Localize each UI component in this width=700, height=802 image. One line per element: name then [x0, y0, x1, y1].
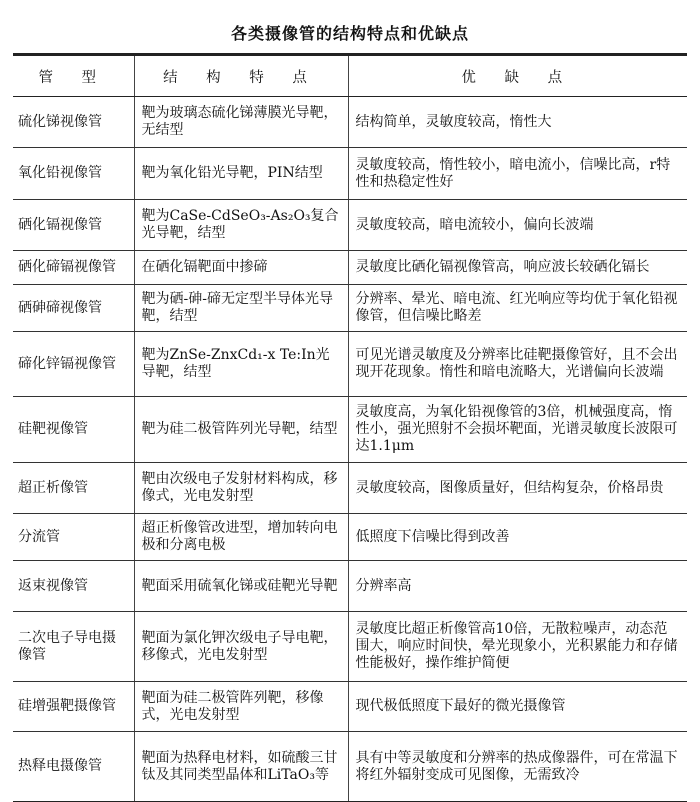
- tube-structure: 靶由次级电子发射材料构成，移像式，光电发射型: [134, 463, 348, 514]
- table-row: [13, 561, 687, 612]
- tube-name: 硫化锑视像管: [13, 97, 134, 148]
- tube-name: 热释电摄像管: [13, 732, 134, 802]
- table-row: [13, 732, 687, 802]
- tube-name: 碲化锌镉视像管: [13, 332, 134, 397]
- table-row: [13, 148, 687, 200]
- camera-tube-table: [13, 53, 687, 802]
- table-row: [13, 682, 687, 732]
- table-row: [13, 397, 687, 463]
- tube-name: 分流管: [13, 514, 134, 561]
- tube-structure: 靶为玻璃态硫化锑薄膜光导靶，无结型: [134, 97, 348, 148]
- tube-structure: 靶面采用硫氧化锑或硅靶光导靶: [134, 561, 348, 612]
- tube-pros-cons: 灵敏度比硒化镉视像管高，响应波长较硒化镉长: [348, 251, 687, 285]
- table-row: [13, 285, 687, 332]
- tube-pros-cons: 灵敏度较高，惰性较小，暗电流小，信噪比高，r特性和热稳定性好: [348, 148, 687, 200]
- tube-pros-cons: 灵敏度较高，图像质量好，但结构复杂，价格昂贵: [348, 463, 687, 514]
- tube-pros-cons: 分辨率高: [348, 561, 687, 612]
- tube-structure: 靶面为热释电材料，如硫酸三甘钛及其同类型晶体和LiTaO₃等: [134, 732, 348, 802]
- tube-structure: 靶为CaSe-CdSeO₃-As₂O₃复合光导靶，结型: [134, 200, 348, 251]
- tube-pros-cons: 现代极低照度下最好的微光摄像管: [348, 682, 687, 732]
- tube-structure: 超正析像管改进型，增加转向电极和分离电极: [134, 514, 348, 561]
- table-title: 各类摄像管的结构特点和优缺点: [230, 24, 469, 43]
- tube-pros-cons: 分辨率、晕光、暗电流、红光响应等均优于氧化铅视像管，但信噪比略差: [348, 285, 687, 332]
- table-row: [13, 612, 687, 682]
- tube-name: 超正析像管: [13, 463, 134, 514]
- tube-structure: 靶为硅二极管阵列光导靶，结型: [134, 397, 348, 463]
- tube-name: 氧化铅视像管: [13, 148, 134, 200]
- tube-structure: 靶面为氯化钾次级电子导电靶，移像式，光电发射型: [134, 612, 348, 682]
- header-structure: 结 构 特 点: [134, 55, 348, 97]
- table-row: [13, 514, 687, 561]
- table-row: [13, 332, 687, 397]
- tube-name: 返束视像管: [13, 561, 134, 612]
- tube-name: 硒化镉视像管: [13, 200, 134, 251]
- tube-structure: 靶为ZnSe-ZnxCd₁-x Te:In光导靶，结型: [134, 332, 348, 397]
- tube-structure: 靶为硒-砷-碲无定型半导体光导靶，结型: [134, 285, 348, 332]
- table-row: [13, 463, 687, 514]
- tube-name: 硒砷碲视像管: [13, 285, 134, 332]
- tube-pros-cons: 低照度下信噪比得到改善: [348, 514, 687, 561]
- tube-structure: 靶面为硅二极管阵列靶，移像式，光电发射型: [134, 682, 348, 732]
- tube-name: 硅靶视像管: [13, 397, 134, 463]
- tube-pros-cons: 可见光谱灵敏度及分辨率比硅靶摄像管好，且不会出现开花现象。惰性和暗电流略大，光谱偏向长波端: [348, 332, 687, 397]
- header-tube-type: 管 型: [13, 55, 134, 97]
- tube-name: 硒化碲镉视像管: [13, 251, 134, 285]
- header-row: [13, 55, 687, 97]
- tube-structure: 在硒化镉靶面中掺碲: [134, 251, 348, 285]
- tube-name: 硅增强靶摄像管: [13, 682, 134, 732]
- table-row: [13, 97, 687, 148]
- tube-pros-cons: 灵敏度高，为氧化铅视像管的3倍，机械强度高，惰性小，强光照射不会损坏靶面，光谱灵敏度长波限可达1.1μm: [348, 397, 687, 463]
- table-row: [13, 251, 687, 285]
- tube-pros-cons: 结构简单，灵敏度较高，惰性大: [348, 97, 687, 148]
- tube-pros-cons: 灵敏度较高，暗电流较小，偏向长波端: [348, 200, 687, 251]
- tube-pros-cons: 具有中等灵敏度和分辨率的热成像器件，可在常温下将红外辐射变成可见图像，无需致冷: [348, 732, 687, 802]
- tube-pros-cons: 灵敏度比超正析像管高10倍，无散粒噪声，动态范围大，响应时间快，晕光现象小，光积累能力和存储性能极好，操作维护简便: [348, 612, 687, 682]
- tube-structure: 靶为氧化铅光导靶，PIN结型: [134, 148, 348, 200]
- header-pros-cons: 优 缺 点: [348, 55, 687, 97]
- tube-name: 二次电子导电摄像管: [13, 612, 134, 682]
- table-row: [13, 200, 687, 251]
